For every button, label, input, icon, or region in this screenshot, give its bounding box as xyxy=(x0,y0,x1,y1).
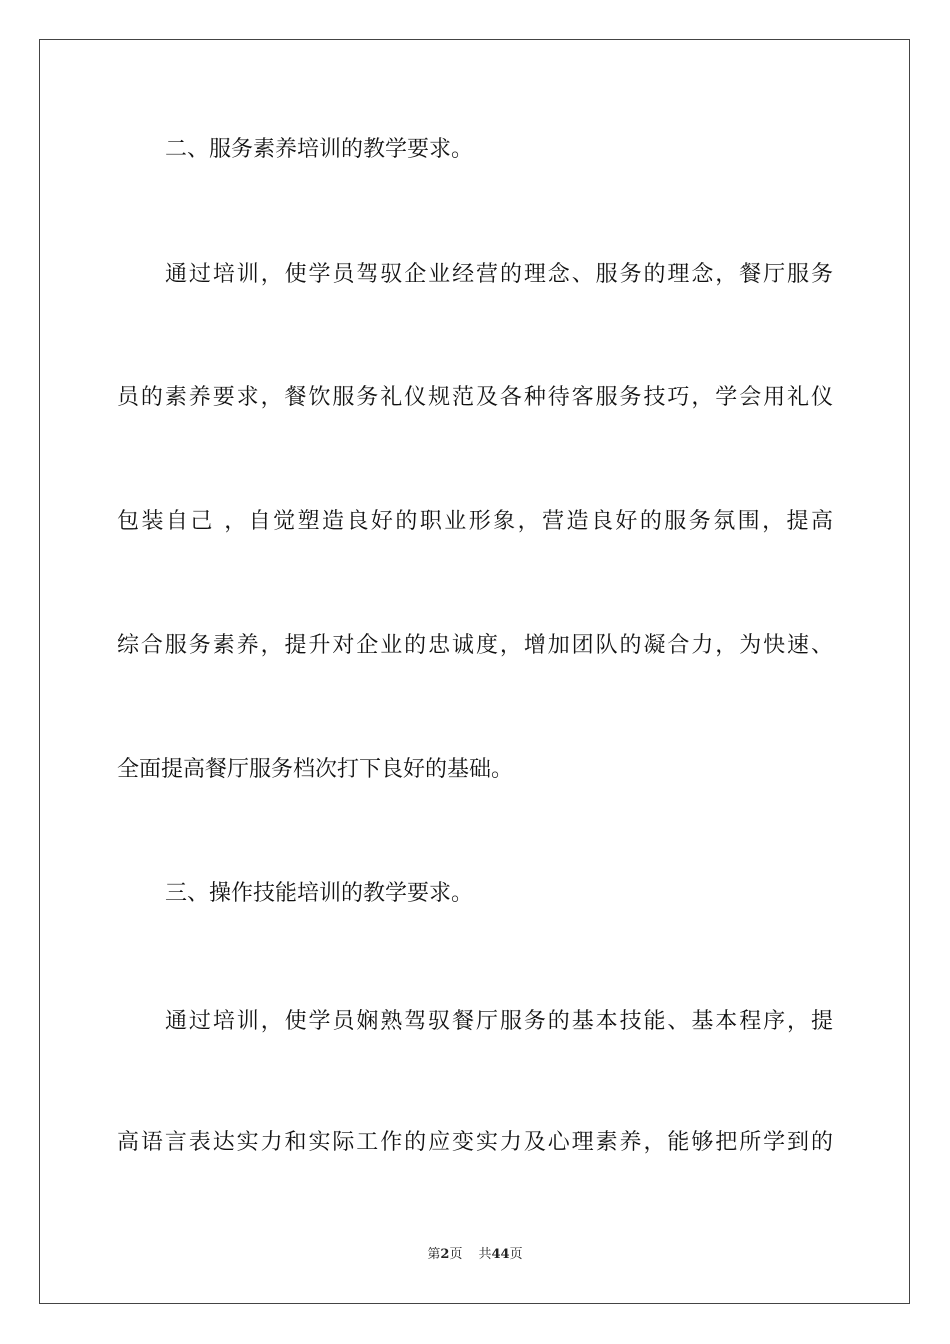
footer-total-prefix: 共 xyxy=(478,1247,492,1262)
paragraph-line: 高语言表达实力和实际工作的应变实力及心理素养，能够把所学到的 xyxy=(117,1130,833,1155)
paragraph-line: 包装自己 ，自觉塑造良好的职业形象，营造良好的服务氛围，提高 xyxy=(117,509,833,534)
section-heading-skills: 三、操作技能培训的教学要求。 xyxy=(165,881,474,906)
footer-page-prefix: 第 xyxy=(427,1247,441,1262)
section-heading-service: 二、服务素养培训的教学要求。 xyxy=(165,137,474,162)
paragraph-line: 全面提高餐厅服务档次打下良好的基础。 xyxy=(117,757,514,782)
footer-total-suffix: 页 xyxy=(509,1247,523,1262)
paragraph-line: 综合服务素养，提升对企业的忠诚度，增加团队的凝合力，为快速、 xyxy=(117,633,833,658)
paragraph-line: 员的素养要求，餐饮服务礼仪规范及各种待客服务技巧，学会用礼仪 xyxy=(117,385,833,410)
paragraph-line: 通过培训，使学员娴熟驾驭餐厅服务的基本技能、基本程序，提 xyxy=(165,1009,833,1034)
footer-page-number: 2 xyxy=(440,1247,450,1262)
footer-page-suffix: 页 xyxy=(449,1247,463,1262)
footer-total-pages: 44 xyxy=(491,1247,510,1262)
paragraph-line: 通过培训，使学员驾驭企业经营的理念、服务的理念，餐厅服务 xyxy=(165,262,833,287)
page-border xyxy=(39,39,910,1304)
page-footer xyxy=(0,1246,950,1264)
